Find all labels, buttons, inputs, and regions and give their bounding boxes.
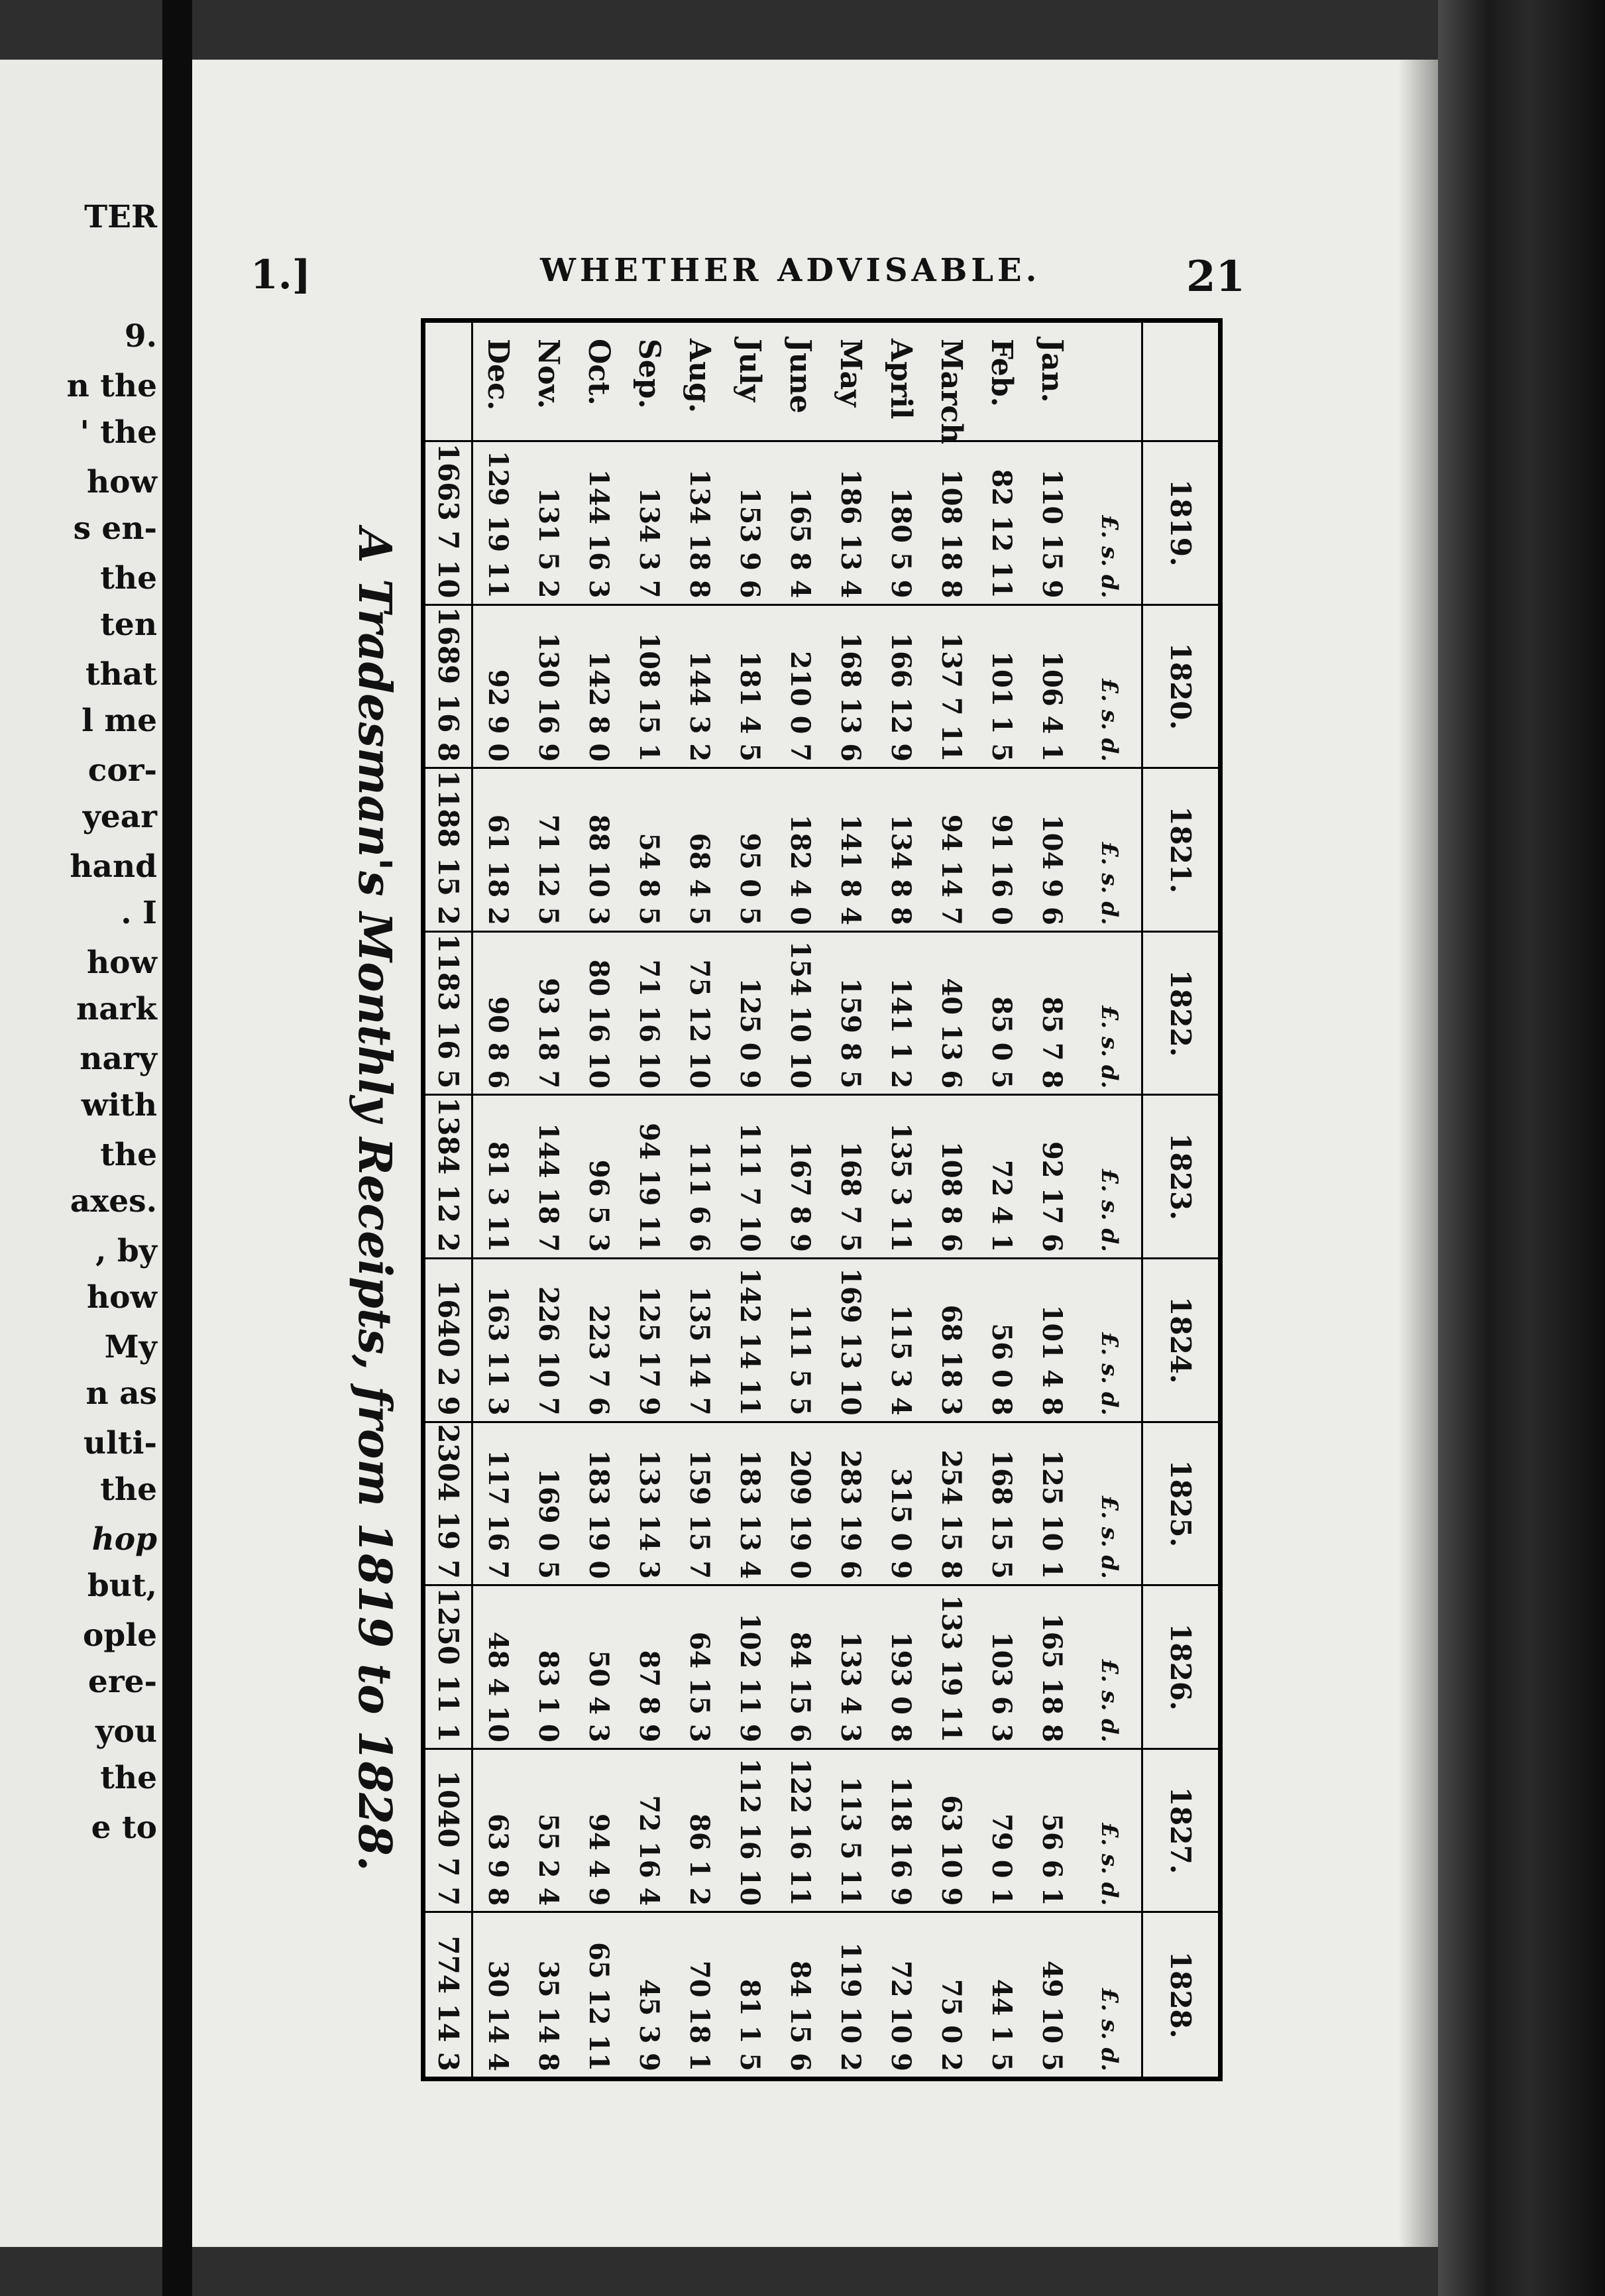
table-cell: 108 8 6 [926,1096,977,1259]
year-header: 1828. [1141,1913,1218,2077]
table-cell: 166 12 9 [876,606,926,770]
table-cell: 68 18 3 [926,1259,977,1423]
month-label: Nov. [524,323,574,442]
table-cell: 72 16 4 [624,1750,675,1914]
table-cell: 90 8 6 [473,933,524,1096]
table-cell: 182 4 0 [775,769,826,933]
table-cell: 283 19 6 [826,1423,876,1587]
running-head-chapter: 1.] [250,252,311,298]
table-cell: 169 13 10 [826,1259,876,1423]
left-page-line: ' the [80,414,157,451]
month-label: Jan. [1027,323,1078,442]
table-cell: 96 5 3 [574,1096,624,1259]
unit-header: £. s. d. [1078,769,1141,933]
table-cell: 56 6 1 [1027,1750,1078,1914]
table-cell: 79 0 1 [977,1750,1027,1914]
table-cell: 82 12 11 [977,442,1027,606]
table-cell: 86 1 2 [675,1750,725,1914]
table-cell: 165 18 8 [1027,1586,1078,1750]
table-cell: 104 9 6 [1027,769,1078,933]
left-page-line: . I [121,895,157,931]
table-cell: 95 0 5 [725,769,775,933]
table-cell: 106 4 1 [1027,606,1078,770]
table-cell: 119 10 2 [835,1942,867,2071]
table-cell: 72 4 1 [977,1096,1027,1259]
table-cell: 142 14 11 [725,1259,775,1423]
table-cell: 133 4 3 [826,1586,876,1750]
month-label: Feb. [977,323,1027,442]
table-cell: 48 4 10 [473,1586,524,1750]
total-cell: 774 14 3 [425,1913,473,2077]
table-cell: 125 17 9 [624,1259,675,1423]
table-cell: 133 14 3 [624,1423,675,1587]
year-header: 1824. [1141,1259,1218,1423]
table-cell: 75 0 2 [936,1979,968,2071]
left-page-line: 9. [124,318,157,355]
table-cell: 94 19 11 [624,1096,675,1259]
year-header: 1819. [1141,442,1218,606]
table-cell: 71 12 5 [524,769,574,933]
table-cell: 315 0 9 [876,1423,926,1587]
year-header: 1823. [1141,1096,1218,1259]
table-cell: 92 9 0 [473,606,524,770]
left-page-line: s en- [73,510,157,547]
left-page-line: TER [84,199,157,235]
table-cell: 210 0 7 [775,606,826,770]
left-page-line: cor- [87,752,157,789]
table-cell: 144 18 7 [524,1096,574,1259]
year-header: 1822. [1141,933,1218,1096]
left-page-line: you [95,1713,157,1750]
total-cell: 1250 11 1 [425,1586,473,1750]
page-edge-shadow [1398,60,1438,2247]
table-cell: 209 19 0 [775,1423,826,1587]
table-cell: 71 16 10 [624,933,675,1096]
table-cell: 84 15 6 [775,1586,826,1750]
left-page-line: how [87,464,157,500]
left-page-line: but, [87,1568,157,1604]
table-cell: 84 15 6 [785,1960,816,2071]
table-cell: 83 1 0 [524,1586,574,1750]
left-page-line: hop [91,1521,157,1558]
total-cell: 1040 7 7 [425,1750,473,1914]
table-cell: 81 1 5 [734,1979,766,2071]
table-cell: 102 11 9 [725,1586,775,1750]
table-cell: 44 1 5 [986,1979,1018,2071]
total-cell: 1689 16 8 [425,606,473,770]
table-cell: 141 8 4 [826,769,876,933]
table-cell: 159 8 5 [826,933,876,1096]
table-cell: 135 3 11 [876,1096,926,1259]
left-page-line: axes. [70,1183,157,1220]
unit-header: £. s. d. [1078,1586,1141,1750]
table-cell: 63 9 8 [473,1750,524,1914]
left-page [0,60,162,2247]
table-cell: 137 7 11 [926,606,977,770]
month-label: March [926,323,977,442]
unit-header: £. s. d. [1078,1096,1141,1259]
month-label: Aug. [675,323,725,442]
table-cell: 103 6 3 [977,1586,1027,1750]
unit-header: £. s. d. [1078,933,1141,1096]
table-cell: 125 10 1 [1027,1423,1078,1587]
left-page-line: year [82,799,157,835]
table-cell: 94 4 9 [574,1750,624,1914]
unit-header: £. s. d. [1078,606,1141,770]
table-cell: 168 7 5 [826,1096,876,1259]
table-cell: 110 15 9 [1027,442,1078,606]
table-cell: 226 10 7 [524,1259,574,1423]
table-cell: 133 19 11 [926,1586,977,1750]
left-page-line: e to [91,1809,157,1846]
receipts-table [425,323,1218,2077]
total-cell: 1640 2 9 [425,1259,473,1423]
table-cell: 167 8 9 [775,1096,826,1259]
table-cell: 117 16 7 [473,1423,524,1587]
table-cell: 93 18 7 [524,933,574,1096]
left-page-line: with [81,1087,157,1123]
table-cell: 54 8 5 [624,769,675,933]
total-cell: 1183 16 5 [425,933,473,1096]
table-cell: 101 4 8 [1027,1259,1078,1423]
table-cell: 141 1 2 [876,933,926,1096]
table-cell: 40 13 6 [926,933,977,1096]
table-cell: 65 12 11 [583,1942,615,2071]
book-gutter [162,0,192,2296]
table-cell: 85 0 5 [977,933,1027,1096]
unit-header: £. s. d. [1078,1423,1141,1587]
table-cell: 122 16 11 [775,1750,826,1914]
left-page-line: ten [100,606,157,643]
running-head-title: WHETHER ADVISABLE. [540,252,1041,289]
left-page-line: n as [85,1375,157,1412]
left-page-line: ulti- [83,1425,157,1462]
table-cell: 113 5 11 [826,1750,876,1914]
left-page-line: the [100,1137,157,1173]
year-header: 1821. [1141,769,1218,933]
table-cell: 125 0 9 [725,933,775,1096]
month-label: Dec. [473,323,524,442]
table-cell: 183 19 0 [574,1423,624,1587]
table-cell: 168 15 5 [977,1423,1027,1587]
table-cell: 92 17 6 [1027,1096,1078,1259]
table-cell: 134 18 8 [675,442,725,606]
table-cell: 163 11 3 [473,1259,524,1423]
table-cell: 144 3 2 [675,606,725,770]
table-cell: 118 16 9 [876,1750,926,1914]
total-cell: 1384 12 2 [425,1096,473,1259]
table-cell: 181 4 5 [725,606,775,770]
table-cell: 63 10 9 [926,1750,977,1914]
table-cell: 64 15 3 [675,1586,725,1750]
table-corner-cell [1141,323,1218,442]
left-page-line: the [100,1760,157,1796]
total-cell: 1188 15 2 [425,769,473,933]
table-cell: 183 13 4 [725,1423,775,1587]
left-page-line: how [87,945,157,981]
left-page-line: ere- [87,1664,157,1700]
table-cell: 70 18 1 [684,1960,716,2071]
table-cell: 254 15 8 [926,1423,977,1587]
table-cell: 223 7 6 [574,1259,624,1423]
unit-header: £. s. d. [1078,1750,1141,1914]
table-cell: 153 9 6 [725,442,775,606]
month-label: April [876,323,926,442]
table-cell: 50 4 3 [574,1586,624,1750]
month-label: May [826,323,876,442]
table-cell: 61 18 2 [473,769,524,933]
totals-label [425,323,473,442]
receipts-table-rotated [308,318,1223,2081]
table-cell: 111 5 5 [775,1259,826,1423]
table-cell: 134 3 7 [624,442,675,606]
table-cell: 55 2 4 [524,1750,574,1914]
left-page-line: ople [83,1617,157,1654]
table-cell: 111 6 6 [675,1096,725,1259]
table-cell: 80 16 10 [574,933,624,1096]
table-cell: 56 0 8 [977,1259,1027,1423]
table-cell: 129 19 11 [473,442,524,606]
table-cell: 134 8 8 [876,769,926,933]
table-cell: 130 16 9 [524,606,574,770]
left-page-line: hand [70,848,157,885]
table-cell: 108 18 8 [926,442,977,606]
page-number: 21 [1186,252,1246,302]
table-cell: 88 10 3 [574,769,624,933]
table-cell: 186 13 4 [826,442,876,606]
month-label: June [775,323,826,442]
year-header: 1820. [1141,606,1218,770]
table-cell: 108 15 1 [624,606,675,770]
table-cell: 68 4 5 [675,769,725,933]
table-cell: 115 3 4 [876,1259,926,1423]
table-cell: 131 5 2 [524,442,574,606]
unit-header: £. s. d. [1096,1988,1123,2071]
table-cell: 101 1 5 [977,606,1027,770]
left-page-line: My [104,1329,157,1365]
table-cell: 154 10 10 [775,933,826,1096]
year-header: 1827. [1141,1750,1218,1914]
table-cell: 85 7 8 [1027,933,1078,1096]
table-cell: 144 16 3 [574,442,624,606]
table-cell: 35 14 8 [533,1960,565,2071]
left-page-line: that [85,656,157,693]
month-label: Oct. [574,323,624,442]
left-page-line: l me [82,703,157,739]
unit-header: £. s. d. [1078,1259,1141,1423]
book-edge [1438,0,1605,2296]
table-cell: 45 3 9 [634,1979,665,2071]
table-cell: 87 8 9 [624,1586,675,1750]
table-cell: 169 0 5 [524,1423,574,1587]
unit-header: £. s. d. [1078,442,1141,606]
table-cell: 112 16 10 [725,1750,775,1914]
left-page-line: nary [80,1041,157,1077]
table-frame [421,318,1223,2081]
table-cell: 49 10 5 [1036,1960,1068,2071]
table-cell: 165 8 4 [775,442,826,606]
table-cell: 75 12 10 [675,933,725,1096]
table-cell: 72 10 9 [885,1960,917,2071]
left-page-line: , by [95,1233,157,1269]
total-cell: 2304 19 7 [425,1423,473,1587]
table-cell: 180 5 9 [876,442,926,606]
table-cell: 168 13 6 [826,606,876,770]
left-page-line: the [100,1471,157,1508]
year-header: 1825. [1141,1423,1218,1587]
unit-row-label [1078,323,1141,442]
table-cell: 30 14 4 [482,1960,514,2071]
table-cell: 111 7 10 [725,1096,775,1259]
table-cell: 91 16 0 [977,769,1027,933]
left-page-line: n the [66,368,157,404]
table-cell: 193 0 8 [876,1586,926,1750]
table-cell: 159 15 7 [675,1423,725,1587]
left-page-line: nark [76,991,157,1027]
year-header: 1826. [1141,1586,1218,1750]
left-page-line: how [87,1279,157,1316]
table-cell: 142 8 0 [574,606,624,770]
month-label: July [725,323,775,442]
table-caption: A Tradesman's Monthly Receipts, from 1819 to 1828. [348,528,401,1872]
table-cell: 81 3 11 [473,1096,524,1259]
month-label: Sep. [624,323,675,442]
left-page-line: the [100,560,157,597]
total-cell: 1663 7 10 [425,442,473,606]
table-cell: 94 14 7 [926,769,977,933]
table-cell: 135 14 7 [675,1259,725,1423]
